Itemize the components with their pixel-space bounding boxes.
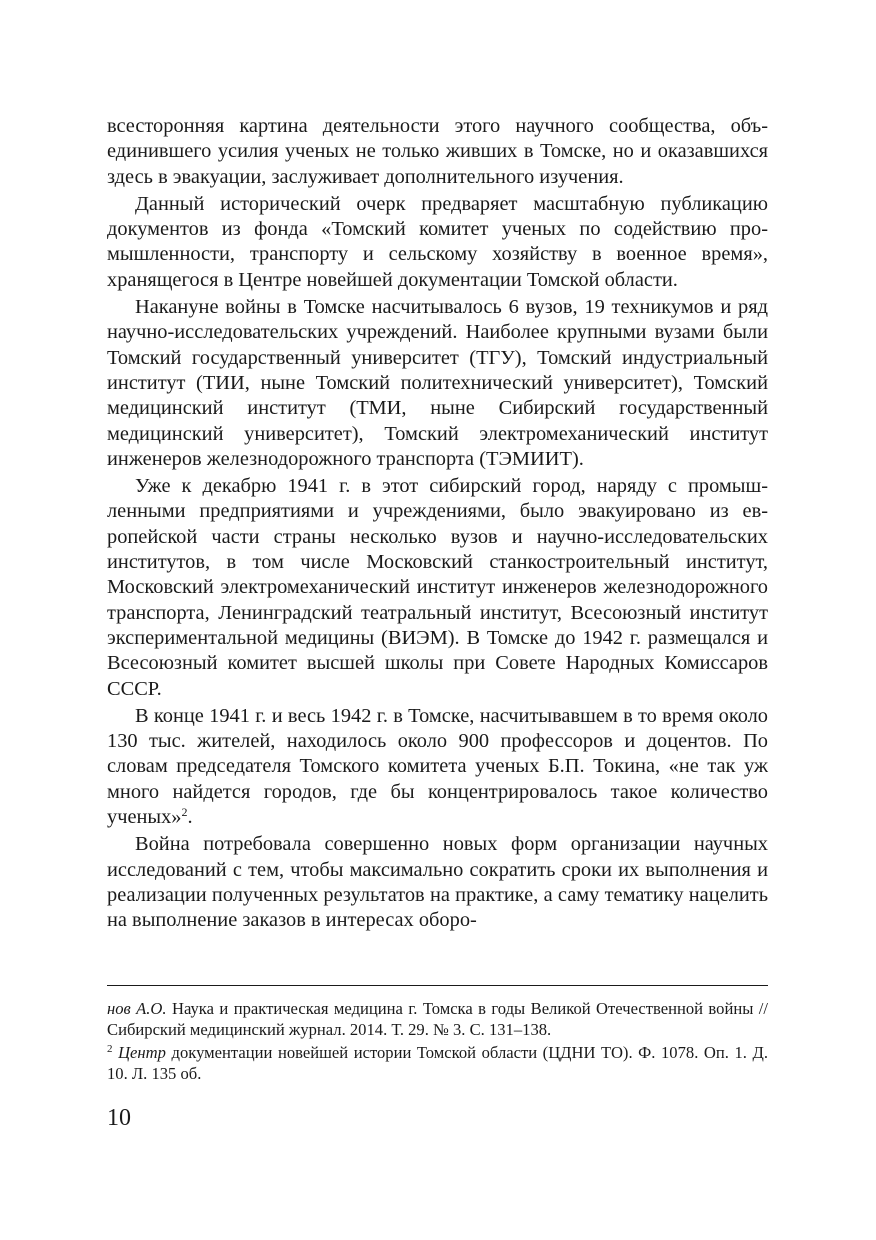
paragraph-4: Уже к декабрю 1941 г. в этот сибирский город, наряду с промышленными предприятиями и учреждениями, было эвакуировано из европейской части страны несколько вузов и научно-исследовательских институтов, в том числе Московский станкостроительный институт, Московский электромеханический институт инженеров железнодорожного транспорта, Ленинградский театральный институт, Всесоюзный институт экспериментальной медицины (ВИЭМ). В Томске до 1942 г. размещался и Всесоюзный комитет высшей школы при Совете Народных Комиссаров СССР. [107,475,768,700]
paragraph-6: Война потребовала совершенно новых форм организации научных исследований с тем, чтобы максимально сократить сроки их выполнения и реализации полученных результатов на практике, а саму тематику нацелить на выполнение заказов в интересах оборо- [107,833,768,932]
footnote-reference: 2 [181,805,188,820]
footnote-number: 2 [107,1043,113,1055]
main-text [107,114,768,934]
paragraph-5: В конце 1941 г. и весь 1942 г. в Томске, насчитывавшем в то время около 130 тыс. жителей, находилось около 900 профессоров и доцентов. По словам председателя Томского комитета ученых Б.П. Токина, «не так уж много найдется городов, где бы концентрировалось такое количество ученых»$^2$. [107,704,768,829]
page-number: 10 [107,1105,131,1131]
paragraph-1: всесторонняя картина деятельности этого научного сообщества, объединившего усилия ученых не только живших в Томске, но и оказавшихся здесь в эвакуации, заслуживает дополнительного изучения. [107,115,768,188]
paragraph-2: Данный исторический очерк предваряет масштабную публикацию документов из фонда «Томский комитет ученых по содействию промышленности, транспорту и сельскому хозяйству в военное время», хранящегося в Центре новейшей документации Томской области. [107,192,768,291]
footnote-2: $^2$ Центр документации новейшей истории Томской области (ЦДНИ ТО). Ф. 1078. Оп. 1. Д. 10. Л. 135 об. [107,1043,768,1083]
footnote-author: Центр [118,1043,166,1062]
footnotes [107,998,768,1084]
footnote-divider [107,985,768,986]
footnote-1: нов А.О. Наука и практическая медицина г. Томска в годы Великой Отечественной войны // Сибирский медицинский журнал. 2014. Т. 29. № 3. С. 131–138. [107,999,768,1039]
paragraph-3: Накануне войны в Томске насчитывалось 6 вузов, 19 техникумов и ряд научно-исследовательских учреждений. Наиболее крупными вузами были Томский государственный университет (ТГУ), Томский индустриальный институт (ТИИ, ныне Томский политехнический университет), Томский медицинский институт (ТМИ, ныне Сибирский государственный медицинский университет), Томский электромеханический институт инженеров железнодорожного транспорта (ТЭМИИТ). [107,296,768,470]
footnote-author: нов А.О. [107,999,167,1018]
